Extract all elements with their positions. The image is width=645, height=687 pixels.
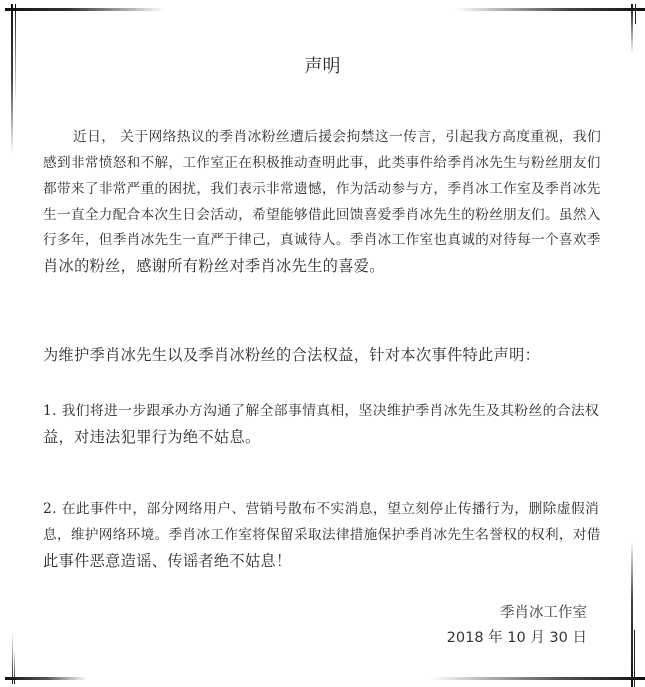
frame-line — [631, 540, 633, 687]
paragraph-line: 生一直全力配合本次生日会活动，希望能够借此回馈喜爱季肖冰先生的粉丝朋友们。虽然入 — [43, 207, 601, 223]
item-line: 2. 在此事件中，部分网络用户、营销号散布不实消息，望立刻停止传播行为，删除虚假消 — [43, 501, 600, 517]
paragraph-line: 感到非常愤怒和不解，工作室正在积极推动查明此事，此类事件给季肖冰先生与粉丝朋友们 — [43, 155, 601, 171]
page-title: 声明 — [304, 56, 341, 77]
paragraph-line: 都带来了非常严重的困扰，我们表示非常遗憾，作为活动参与方，季肖冰工作室及季肖冰先 — [43, 181, 601, 197]
item-line: 1. 我们将进一步跟承办方沟通了解全部事情真相，坚决维护季肖冰先生及其粉丝的合法权 — [43, 403, 600, 419]
paragraph-line: 行多年，但季肖冰先生一直严于律己，真诚待人。季肖冰工作室也真诚的对待每一个喜欢季 — [43, 232, 601, 248]
frame-line — [635, 4, 636, 24]
frame-line — [634, 630, 635, 687]
frame-line — [5, 677, 87, 680]
frame-line — [631, 4, 633, 54]
frame-line — [430, 677, 645, 680]
frame-line — [5, 8, 165, 11]
statement-intro: 为维护季肖冰先生以及季肖冰粉丝的合法权益，针对本次事件特此声明： — [43, 346, 541, 364]
date: 2018 年 10 月 30 日 — [446, 630, 587, 646]
paragraph-line: 肖冰的粉丝，感谢所有粉丝对季肖冰先生的喜爱。 — [43, 257, 385, 275]
paragraph-line: 近日， 关于网络热议的季肖冰粉丝遭后援会拘禁这一传言，引起我方高度重视，我们 — [73, 129, 602, 145]
item-line: 息，维护网络环境。季肖冰工作室将保留采取法律措施保护季肖冰先生名誉权的权利，对借 — [43, 527, 601, 543]
item-line: 益，对违法犯罪行为绝不姑息。 — [43, 428, 261, 446]
signature: 季肖冰工作室 — [500, 605, 587, 621]
item-line: 此事件恶意造谣、传谣者绝不姑息！ — [43, 552, 292, 570]
frame-line — [455, 8, 645, 11]
frame-line — [14, 650, 15, 684]
frame-line — [12, 632, 13, 684]
frame-line — [11, 4, 13, 154]
